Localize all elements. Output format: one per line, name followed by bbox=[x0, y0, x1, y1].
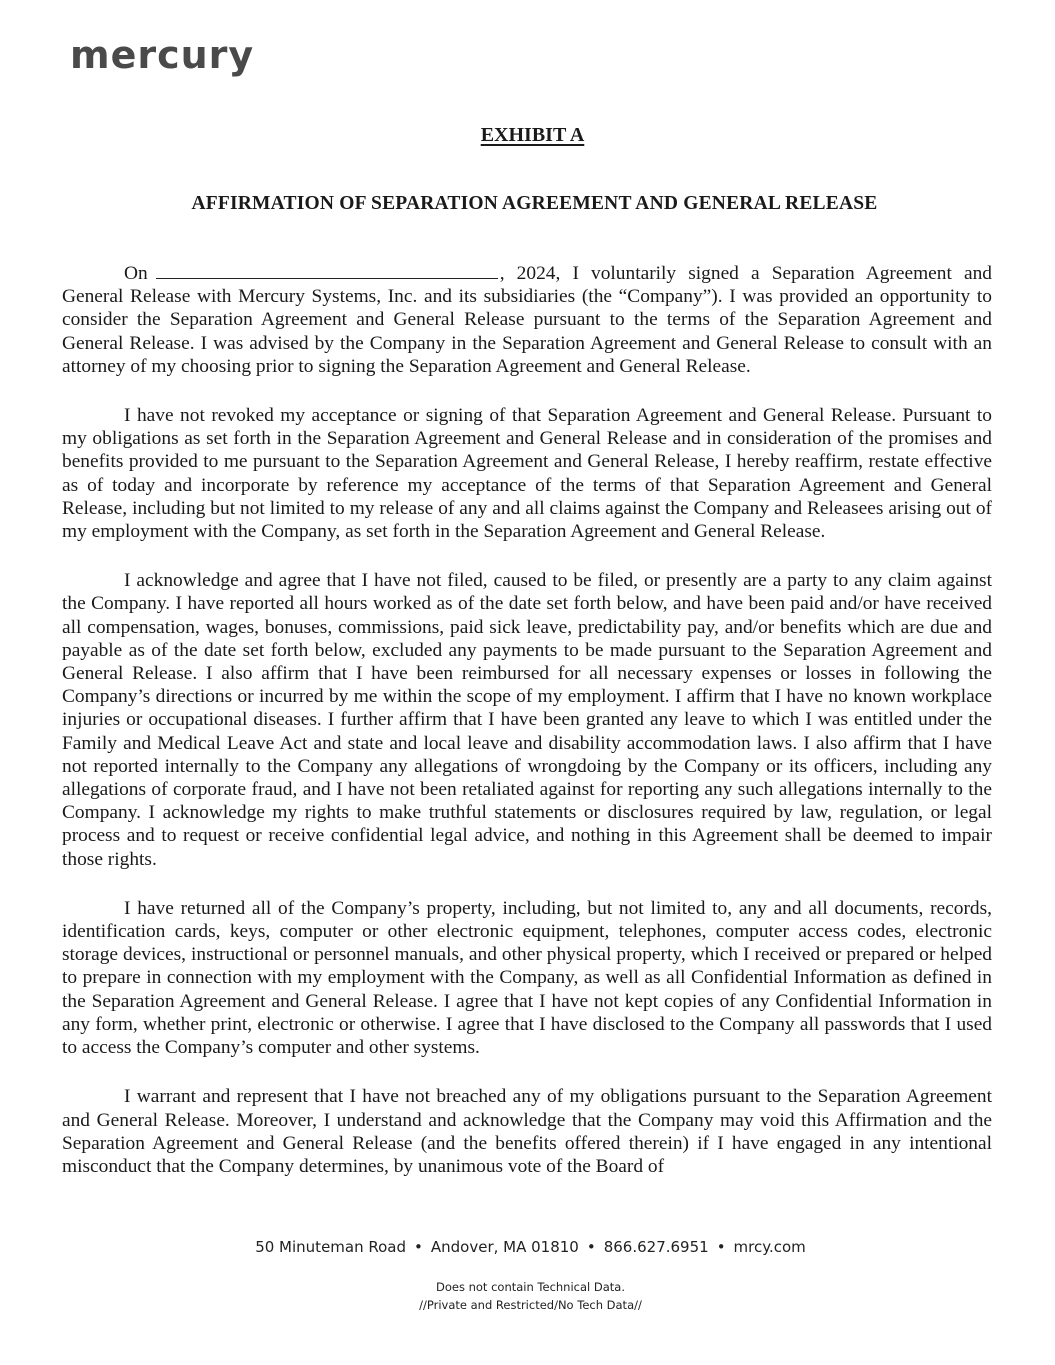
paragraph-4: I have returned all of the Company’s property, including, but not limited to, any and all documents, records, identification cards, keys, computer or other electronic equipment, telephones, computer access codes, electronic storage devices, instructional or personnel manuals, and other physical property, which I received or prepared or helped to prepare in connection with my employment with the Company, as well as all Confidential Information as defined in the Separation Agreement and General Release. I agree that I have not kept copies of any Confidential Information in any form, whether print, electronic or otherwise. I agree that I have disclosed to the Company all passwords that I used to access the Company’s computer and other systems. bbox=[62, 897, 992, 1059]
exhibit-label: EXHIBIT A bbox=[480, 124, 585, 146]
separator-dot: • bbox=[414, 1238, 423, 1256]
footer-address: 50 Minuteman Road bbox=[255, 1238, 407, 1256]
paragraph-5: I warrant and represent that I have not breached any of my obligations pursuant to the Separation Agreement and General Release. Moreover, I understand and acknowledge that the Company may void this Affirmation and the Separation Agreement and General Release (and the benefits offered therein) if I have engaged in any intentional misconduct that the Company determines, by unanimous vote of the Board of bbox=[62, 1086, 992, 1177]
paragraph-1-text: , 2024, I voluntarily signed a Separation Agreement and General Release with Mercury Systems, Inc. and its subsidiaries (the “Company”). I was provided an opportunity to consider the Separation Agreement and General Release pursuant to the terms of the Separation Agreement and General Release. I was advised by the Company in the Separation Agreement and General Release to consult with an attorney of my choosing prior to signing the Separation Agreement and General Release. bbox=[62, 263, 992, 377]
document-title: AFFIRMATION OF SEPARATION AGREEMENT AND GENERAL RELEASE bbox=[191, 193, 878, 214]
paragraph-1 bbox=[62, 262, 992, 378]
paragraph-1-prefix: On bbox=[124, 263, 148, 284]
footer-phone: 866.627.6951 bbox=[603, 1238, 709, 1256]
footer-website: mrcy.com bbox=[733, 1238, 806, 1256]
paragraph-3: I acknowledge and agree that I have not filed, caused to be filed, or presently are a party to any claim against the Company. I have reported all hours worked as of the date set forth below, and have been paid and/or have received all compensation, wages, bonuses, commissions, paid sick leave, predictability pay, and/or benefits which are due and payable as of the date set forth below, excluded any payments to be made pursuant to the Separation Agreement and General Release. I also affirm that I have been reimbursed for all necessary expenses or losses in following the Company’s directions or incurred by me within the scope of my employment. I affirm that I have no known workplace injuries or occupational diseases. I further affirm that I have been granted any leave to which I was entitled under the Family and Medical Leave Act and state and local leave and disability accommodation laws. I also affirm that I have not reported internally to the Company any allegations of wrongdoing by the Company or its officers, including any allegations of corporate fraud, and I have not been retaliated against for reporting any such allegations internally to the Company. I acknowledge my rights to make truthful statements or disclosures required by law, regulation, or legal process and to request or receive confidential legal advice, and nothing in this Agreement shall be deemed to impair those rights. bbox=[62, 570, 992, 870]
date-blank-line bbox=[156, 264, 498, 279]
separator-dot: • bbox=[586, 1238, 596, 1256]
footer-classification-note bbox=[6, 1278, 1055, 1314]
footer-contact-line bbox=[6, 1238, 1055, 1256]
company-logo: mercury bbox=[70, 33, 255, 77]
document-body bbox=[62, 262, 992, 1204]
footer-note-line-1: Does not contain Technical Data. bbox=[435, 1280, 626, 1294]
footer-city: Andover, MA 01810 bbox=[430, 1238, 579, 1256]
separator-dot: • bbox=[716, 1238, 726, 1256]
footer-note-line-2: //Private and Restricted/No Tech Data// bbox=[419, 1298, 642, 1312]
paragraph-2: I have not revoked my acceptance or signing of that Separation Agreement and General Release. Pursuant to my obligations as set forth in the Separation Agreement and General Release and in consideration of the promises and benefits provided to me pursuant to the Separation Agreement and General Release, I hereby reaffirm, restate effective as of today and incorporate by reference my acceptance of the terms of that Separation Agreement and General Release, including but not limited to my release of any and all claims against the Company and Releasees arising out of my employment with the Company, as set forth in the Separation Agreement and General Release. bbox=[62, 405, 992, 543]
